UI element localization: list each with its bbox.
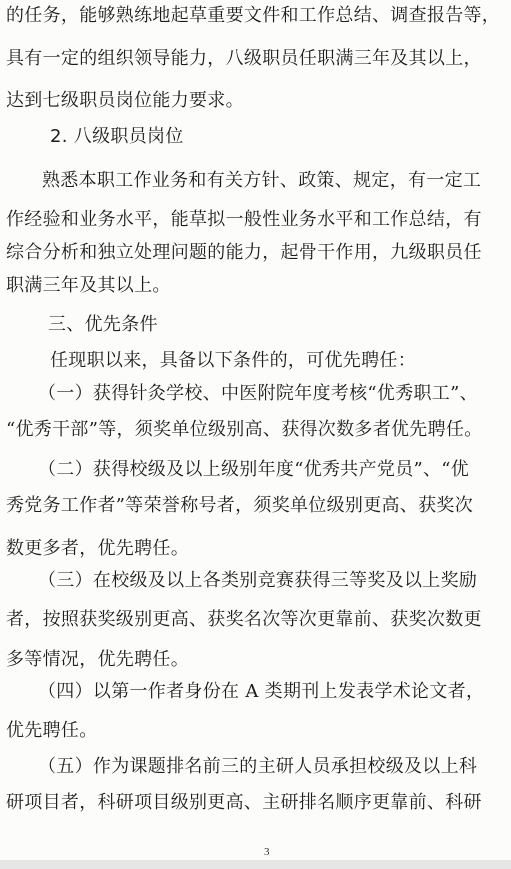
list-item-text: “优秀干部”等，须奖单位级别高、获得次数多者优先聘任。 — [6, 419, 483, 440]
body-text-line: 的任务，能够熟练地起草重要文件和工作总结、调查报告等， — [6, 5, 501, 26]
list-item-text: 优先聘任。 — [6, 720, 98, 741]
list-item-text: （二）获得校级及以上级别年度“优秀共产党员”、“优 — [38, 459, 470, 480]
body-text-line: 任现职以来，具备以下条件的，可优先聘任： — [50, 350, 416, 371]
body-text-line: 具有一定的组织领导能力，八级职员任职满三年及其以上， — [6, 48, 482, 69]
list-item-text: 秀党务工作者”等荣誉称号者，须奖单位级别更高、获奖次 — [6, 495, 473, 516]
list-item-text: 研项目者，科研项目级别更高、主研排名顺序更靠前、科研 — [6, 792, 482, 813]
list-item-text: （一）获得针灸学校、中医附院年度考核“优秀职工”、 — [38, 383, 478, 404]
page-bottom-edge — [0, 860, 511, 869]
body-text-line: 熟悉本职工作业务和有关方针、政策、规定，有一定工 — [42, 170, 482, 191]
section-heading: 三、优先条件 — [48, 314, 158, 335]
list-item-text: （四）以第一作者身份在 A 类期刊上发表学术论文者， — [38, 681, 485, 702]
list-item-text: 者，按照获奖级别更高、获奖名次等次更靠前、获奖次数更 — [6, 609, 482, 630]
body-text-line: 达到七级职员岗位能力要求。 — [6, 90, 244, 111]
page-number: 3 — [264, 846, 270, 858]
list-item-text: 多等情况，优先聘任。 — [6, 649, 189, 670]
list-item-text: 数更多者，优先聘任。 — [6, 538, 189, 559]
body-text-line: 综合分析和独立处理问题的能力，起骨干作用，九级职员任 — [6, 242, 482, 263]
body-text-line: 作经验和业务水平，能草拟一般性业务水平和工作总结，有 — [6, 209, 482, 230]
subsection-heading: 2. 八级职员岗位 — [50, 126, 184, 147]
list-item-text: （三）在校级及以上各类别竞赛获得三等奖及以上奖励 — [38, 570, 478, 591]
list-item-text: （五）作为课题排名前三的主研人员承担校级及以上科 — [38, 756, 478, 777]
body-text-line: 职满三年及其以上。 — [6, 275, 171, 296]
